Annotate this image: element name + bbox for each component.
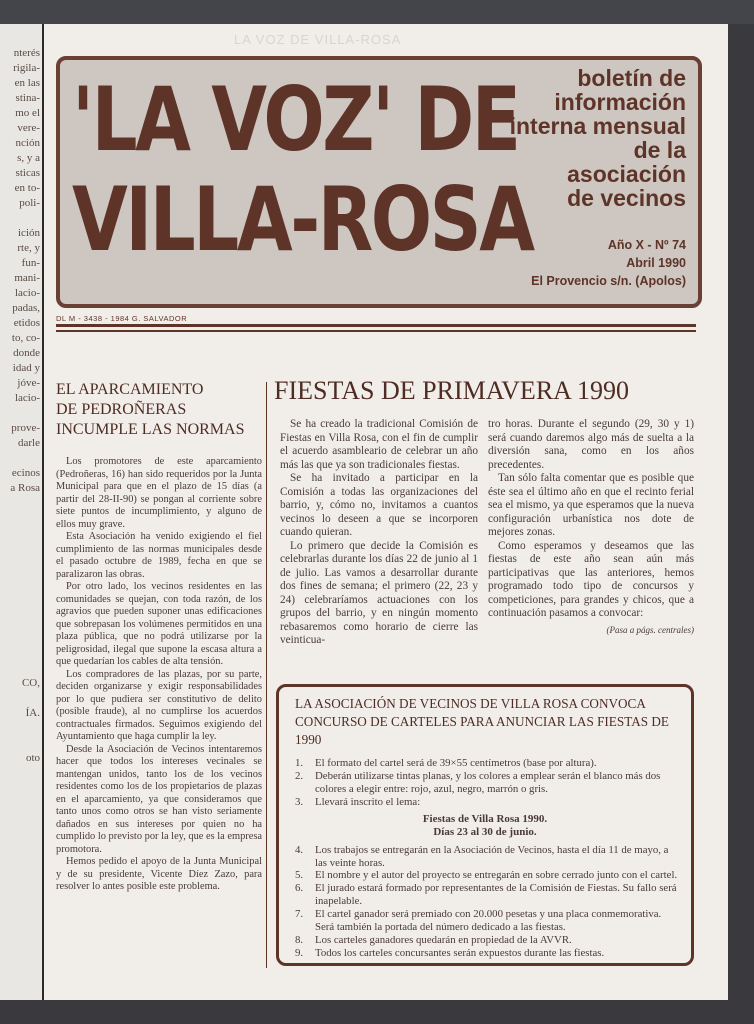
contest-title-line: LA ASOCIACIÓN DE VECINOS DE VILLA ROSA CONVOCA [295,696,646,711]
previous-page-line [0,661,42,676]
previous-page-line [0,721,42,736]
contest-rule-item [295,757,681,770]
previous-page-line: donde [13,347,40,359]
previous-page-line: jóve- [17,377,40,389]
previous-page-line [0,496,42,511]
previous-page-line: a Rosa [10,482,40,494]
column-rule [266,382,267,968]
contest-motto [279,813,691,839]
rule-number: 6. [295,882,304,895]
previous-page-line [0,586,42,601]
previous-page-line: poli- [19,197,40,209]
subtitle-line: de vecinos [567,185,686,211]
previous-page-line: etidos [13,317,40,329]
masthead-title [72,70,533,270]
previous-page-text [0,24,42,766]
previous-page-edge [0,24,44,1000]
issue-info [531,236,686,290]
previous-page-line [0,511,42,526]
paragraph: tro horas. Durante el segundo (29, 30 y 1) será cuando daremos algo más de suelta a la diversión sana, como en los años precedentes. [488,418,694,471]
subtitle-line: interna mensual [509,113,686,139]
previous-page-line: mani- [14,272,40,284]
paragraph: Tan sólo falta comentar que es posible que éste sea el último año en que el recinto ferial sea el mismo, ya que esperamos que la nueva configuración urbanística nos dote de mejores zonas. [488,472,694,538]
bleed-through-text: LA VOZ DE VILLA-ROSA [234,32,402,47]
masthead [56,56,702,308]
masthead-title-line-1: 'LA VOZ' DE [72,68,519,171]
rule-number: 8. [295,933,304,946]
previous-page-line [0,556,42,571]
previous-page-line: CO, [21,677,40,689]
subtitle-line: boletín de [577,65,686,91]
contest-rules [295,844,681,960]
contest-rule-item [295,844,681,870]
contest-title [295,695,681,749]
contest-rules [295,757,681,809]
previous-page-line [0,451,42,466]
previous-page-line [0,601,42,616]
motto-line: Fiestas de Villa Rosa 1990. [422,812,548,825]
previous-page-line [0,526,42,541]
previous-page-line: to, co- [11,332,40,344]
previous-page-line: en to- [14,182,40,194]
previous-page-line: padas, [12,302,40,314]
paragraph: Los promotores de este aparcamiento (Pedroñeras, 16) han sido requeridos por la Junta Municipal para que en el plazo de 15 días (a partir del 28-II-90) se pongan al corriente sobre siete puntos de incumplimiento, y alguno de ellos muy grave. [56,456,262,530]
paragraph: Hemos pedido el apoyo de la Junta Municipal y de su presidente, Vicente Díez Zazo, para resolver lo antes posible este problema. [56,856,262,892]
previous-page-line [0,631,42,646]
rule-text: Los trabajos se entregarán en la Asociación de Vecinos, hasta el día 11 de mayo, a las veinte horas. [315,843,669,869]
contest-rule-item [295,770,681,796]
rule-number: 3. [295,795,304,808]
paragraph: Se ha creado la tradicional Comisión de Fiestas en Villa Rosa, con el fin de cumplir el acuerdo asambleario de celebrar un año más las que ya son tradicionales fiestas. [280,418,478,471]
previous-page-line: s, y a [17,152,40,164]
previous-page-line [0,736,42,751]
contest-rule-item [295,796,681,809]
scanner-background [0,0,754,24]
contest-rule-item [295,947,681,960]
contest-rule-item [295,908,681,934]
issue-address: El Provencio s/n. (Apolos) [531,274,686,288]
previous-page-line [0,646,42,661]
previous-page-line: darle [18,437,40,449]
previous-page-line: nterés [13,47,40,59]
previous-page-line [0,616,42,631]
issue-date: Abril 1990 [626,256,686,270]
contest-rule-item [295,882,681,908]
previous-page-line: rigila- [13,62,40,74]
rule-text: El formato del cartel será de 39×55 centímetros (base por altura). [315,757,597,769]
paragraph: Se ha invitado a participar en la Comisión a todas las organizaciones del barrio, y, cómo no, invitamos a cuantos vecinos lo deseen a que se incorporen cuando quieran. [280,472,478,538]
previous-page-line: oto [25,752,40,764]
previous-page-line: ÍA. [25,707,40,719]
rule-text: El cartel ganador será premiado con 20.000 pesetas y una placa conmemorativa. Será también la portada del número dedicado a las fiestas. [315,908,662,934]
poster-contest-box [276,684,694,966]
contest-rule-item [295,869,681,882]
previous-page-line [0,541,42,556]
subtitle-line: información [554,89,686,115]
parking-article-headline [56,380,262,440]
rule-text: Todos los carteles concursantes serán expuestos durante las fiestas. [315,946,605,959]
previous-page-line: nción [15,137,40,149]
masthead-subtitle [486,66,686,210]
previous-page-line: lacio- [14,287,40,299]
rule-number: 4. [295,843,304,856]
previous-page-line: vere- [17,122,40,134]
previous-page-line [0,691,42,706]
paragraph: Desde la Asociación de Vecinos intentaremos hacer que todos los intereses vecinales se mantengan unidos, tanto los de los vecinos residentes como los de los propietarios de plazas en el aparcamiento, ya que consideramos que tanto unos como otros se han visto seriamente dañados en sus intereses por quien no ha cumplido lo previsto por la ley, que es la empresa promotora. [56,743,262,855]
rule-text: Los carteles ganadores quedarán en propiedad de la AVVR. [315,933,572,946]
headline-line: EL APARCAMIENTO [56,381,204,398]
previous-page-line: en las [14,77,40,89]
previous-page-line: stina- [15,92,40,104]
fiestas-column-2 [488,418,694,635]
rule-number: 9. [295,946,304,959]
paragraph: Como esperamos y deseamos que las fiestas de este año sean aún más participativas que las anteriores, hemos programado todo tipo de concursos y competiciones, para grandes y chicos, que a continuación pasamos a convocar: [488,539,694,619]
previous-page-line: fun- [21,257,40,269]
previous-page-line: ición [18,227,40,239]
rule-text: El nombre y el autor del proyecto se entregarán en sobre cerrado junto con el cartel. [315,869,678,882]
fiestas-headline: FIESTAS DE PRIMAVERA 1990 [274,376,629,405]
divider-rule [56,324,696,327]
previous-page-line [0,571,42,586]
headline-line: INCUMPLE LAS NORMAS [56,421,245,438]
paragraph: Lo primero que decide la Comisión es celebrarlas durante los días 22 de junio al 1 de julio. Las vamos a desarrollar durante dos fines de semana; el primero (22, 23 y 24) celebraríamos actuaciones con los grupos del barrio, y en ningún momento rebasaremos como horario de cierre las veinticua- [280,539,478,646]
rule-number: 7. [295,908,304,921]
previous-page-line: lacio- [14,392,40,404]
previous-page-line: mo el [15,107,40,119]
paragraph: Esta Asociación ha venido exigiendo el fiel cumplimiento de las normas municipales desde el pasado octubre de 1989, fecha en que se paralizaron las obras. [56,531,262,580]
previous-page-line [0,211,42,226]
fiestas-column-1 [280,418,478,648]
contest-title-line: CONCURSO DE CARTELES PARA ANUNCIAR LAS FIESTAS DE 1990 [295,714,669,747]
previous-page-line: ecinos [11,467,40,479]
masthead-title-line-2: VILLA-ROSA [72,168,533,271]
divider-rule [56,330,696,332]
previous-page-line: sticas [15,167,40,179]
previous-page-line: rte, y [17,242,40,254]
headline-line: DE PEDROÑERAS [56,401,187,418]
parking-article [56,380,262,894]
contest-rule-item [295,934,681,947]
previous-page-line [0,406,42,421]
rule-text: Deberán utilizarse tintas planas, y los colores a emplear serán el blanco más dos colores a elegir entre: rojo, azul, negro, marrón o gris. [315,769,661,795]
motto-line: Días 23 al 30 de junio. [433,825,537,838]
rule-text: Llevará inscrito el lema: [315,795,421,808]
previous-page-line: prove- [11,422,40,434]
subtitle-line: de la [633,137,686,163]
paragraph: Los compradores de las plazas, por su parte, deciden organizarse y exigir responsabilidades por lo que pudiera ser constitutivo de delito (posible fraude), al no cumplirse los acuerdos contractuales firmados. Seguimos exigiendo del Ayuntamiento que haga cumplir la ley. [56,668,262,742]
paragraph: Por otro lado, los vecinos residentes en las comunidades se quejan, con toda razón, de los agravios que pueden suponer unas edificaciones que sobrepasan los volúmenes permitidos en una plaza pública, que no podrá utilizarse por la peligrosidad, ilegal que supone la escasa altura a que quedarían los cables de alta tensión. [56,581,262,667]
previous-page-line: idad y [12,362,40,374]
continued-note: (Pasa a págs. centrales) [606,624,694,635]
legal-deposit: DL M - 3438 - 1984 G. SALVADOR [56,314,188,323]
rule-text: El jurado estará formado por representantes de la Comisión de Fiestas. Su fallo será inapelable. [315,882,677,908]
newsletter-page [44,24,728,1000]
rule-number: 2. [295,769,304,782]
issue-number: Año X - Nº 74 [607,238,686,252]
scanner-background [728,24,754,1000]
rule-number: 5. [295,869,304,882]
rule-number: 1. [295,757,304,769]
subtitle-line: asociación [567,161,686,187]
